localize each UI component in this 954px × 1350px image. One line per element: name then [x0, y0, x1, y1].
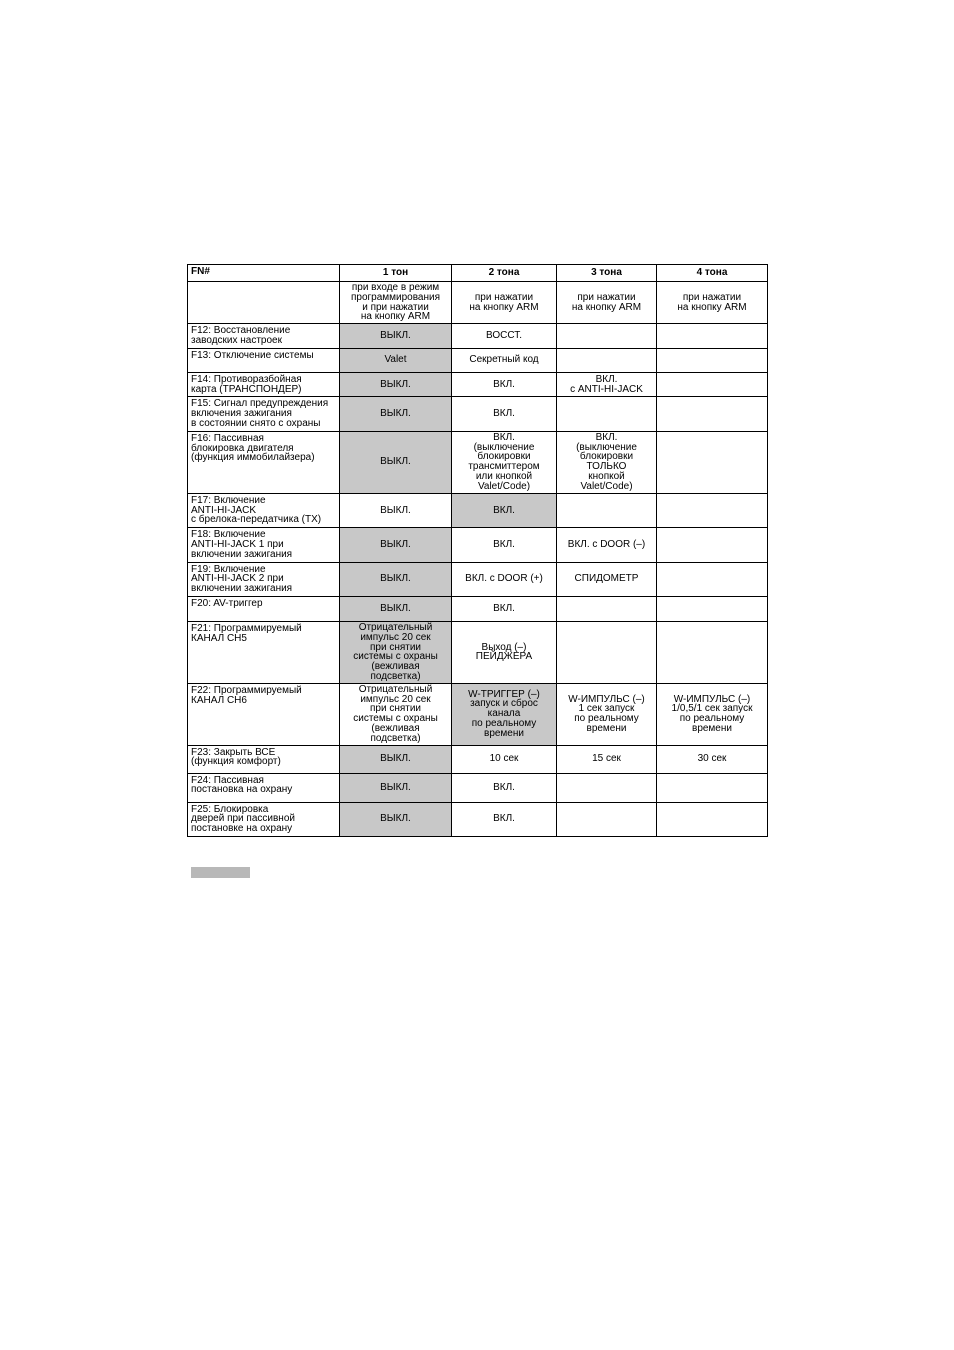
- tone-4-value: [657, 621, 768, 683]
- tone-1-value: [340, 493, 452, 527]
- cell-line: F15: Сигнал предупреждения: [191, 398, 329, 410]
- table-row: [188, 493, 768, 527]
- tone-2-value: [452, 683, 557, 745]
- cell-line: или кнопкой: [475, 471, 533, 483]
- function-name: [188, 596, 340, 621]
- tone-4-value: [657, 528, 768, 562]
- tone-2-value: [452, 324, 557, 349]
- header-tone-4: 4 тона: [657, 265, 768, 282]
- cell-line: 30 сек: [697, 753, 727, 765]
- cell-line: заводских настроек: [191, 334, 282, 346]
- tone-1-value: [340, 528, 452, 562]
- tone-4-value: [657, 802, 768, 836]
- cell-line: при входе в режим: [351, 282, 440, 293]
- cell-line: F19: Включение: [191, 563, 266, 575]
- cell-line: 1/0,5/1 сек запуск: [671, 703, 753, 715]
- cell-line: с ANTI-HI-JACK: [570, 383, 643, 395]
- cell-line: системы с охраны: [353, 651, 438, 663]
- function-name: [188, 802, 340, 836]
- tone-3-value: [557, 745, 657, 773]
- cell-line: ВКЛ.: [493, 603, 515, 615]
- cell-line: и при нажатии: [362, 301, 429, 313]
- cell-line: импульс 20 сек: [360, 631, 431, 643]
- cell-line: ANTI-HI-JACK 1 при: [191, 538, 284, 550]
- cell-line: ВЫКЛ.: [380, 781, 411, 793]
- tone-2-value: [452, 621, 557, 683]
- tone-3-value: [557, 397, 657, 431]
- tone-3-value: [557, 431, 657, 493]
- cell-line: постановке на охрану: [191, 823, 293, 835]
- tone-2-value: [452, 745, 557, 773]
- table-row: [188, 431, 768, 493]
- cell-line: ТОЛЬКО: [586, 461, 627, 473]
- cell-line: в состоянии снято с охраны: [191, 417, 321, 429]
- tone-1-value: [340, 397, 452, 431]
- cell-line: по реальному: [679, 713, 745, 725]
- function-name: [188, 431, 340, 493]
- cell-line: подсветка): [370, 670, 421, 682]
- cell-line: (вежливая: [371, 661, 420, 673]
- header-mode-1: [340, 282, 452, 324]
- cell-line: Отрицательный: [358, 621, 433, 633]
- table-row: [188, 397, 768, 431]
- table-row: [188, 372, 768, 397]
- table-row: [188, 528, 768, 562]
- cell-line: ВКЛ.: [493, 538, 515, 550]
- cell-line: ВЫКЛ.: [380, 538, 411, 550]
- tone-3-value: [557, 372, 657, 397]
- cell-line: дверей при пассивной: [191, 813, 295, 825]
- cell-line: включении зажигания: [191, 583, 293, 595]
- cell-line: на кнопку ARM: [360, 311, 431, 323]
- function-name: [188, 773, 340, 802]
- table-row: [188, 596, 768, 621]
- cell-line: F21: Программируемый: [191, 622, 302, 634]
- tone-2-value: [452, 348, 557, 372]
- cell-line: КАНАЛ CH5: [191, 632, 247, 644]
- cell-line: Valet/Code): [477, 480, 531, 492]
- header-tone-3: 3 тона: [557, 265, 657, 282]
- cell-line: ВЫКЛ.: [380, 603, 411, 615]
- cell-line: ВЫКЛ.: [380, 573, 411, 585]
- cell-line: времени: [692, 722, 732, 734]
- tone-3-value: [557, 773, 657, 802]
- table-row: [188, 348, 768, 372]
- cell-line: Отрицательный: [358, 683, 433, 695]
- tone-3-value: [557, 528, 657, 562]
- cell-line: канала: [487, 708, 521, 720]
- header-mode-4: [657, 282, 768, 324]
- cell-line: (функция иммобилайзера): [191, 452, 315, 464]
- cell-line: времени: [484, 727, 524, 739]
- cell-line: импульс 20 сек: [360, 693, 431, 705]
- cell-line: F23: Закрыть ВСЕ: [191, 746, 276, 758]
- tone-4-value: [657, 397, 768, 431]
- cell-line: по реальному: [574, 713, 639, 725]
- cell-line: Секретный код: [469, 354, 539, 366]
- cell-line: ВКЛ.: [493, 813, 515, 825]
- cell-line: F16: Пассивная: [191, 432, 264, 444]
- function-name: [188, 324, 340, 349]
- function-name: [188, 493, 340, 527]
- cell-line: F12: Восстановление: [191, 325, 291, 337]
- tone-3-value: [557, 596, 657, 621]
- tone-4-value: [657, 372, 768, 397]
- tone-4-value: [657, 745, 768, 773]
- cell-line: ВЫКЛ.: [380, 504, 411, 516]
- cell-line: F14: Противоразбойная: [191, 373, 302, 385]
- cell-line: ВКЛ. с DOOR (–): [567, 538, 646, 550]
- cell-line: F24: Пассивная: [191, 774, 264, 786]
- tone-3-value: [557, 621, 657, 683]
- tone-2-value: [452, 802, 557, 836]
- cell-line: при нажатии: [474, 291, 534, 303]
- cell-line: W-ТРИГГЕР (–): [468, 688, 540, 700]
- tone-1-value: [340, 562, 452, 596]
- cell-line: ВЫКЛ.: [380, 330, 411, 342]
- cell-line: включения зажигания: [191, 408, 292, 420]
- cell-line: блокировка двигателя: [191, 442, 294, 454]
- function-name: [188, 372, 340, 397]
- cell-line: при снятии: [369, 641, 422, 653]
- cell-line: запуск и сброс: [470, 698, 538, 710]
- tone-1-value: [340, 348, 452, 372]
- cell-line: подсветка): [370, 732, 421, 744]
- cell-line: с брелока-передатчика (TX): [191, 514, 322, 526]
- tone-1-value: [340, 431, 452, 493]
- cell-line: ВОССТ.: [485, 330, 522, 342]
- cell-line: ВЫКЛ.: [380, 378, 411, 390]
- cell-line: 15 сек: [592, 753, 621, 765]
- cell-line: при снятии: [369, 703, 422, 715]
- cell-line: ВЫКЛ.: [380, 753, 411, 765]
- tone-1-value: [340, 621, 452, 683]
- tone-3-value: [557, 802, 657, 836]
- tone-3-value: [557, 683, 657, 745]
- tone-4-value: [657, 683, 768, 745]
- tone-1-value: [340, 372, 452, 397]
- cell-line: ANTI-HI-JACK 2 при: [191, 573, 284, 585]
- function-table: [187, 264, 768, 837]
- cell-line: ВЫКЛ.: [380, 408, 411, 420]
- table-row: [188, 683, 768, 745]
- cell-line: программирования: [350, 291, 441, 303]
- tone-4-value: [657, 596, 768, 621]
- header-row-tones: [188, 265, 768, 282]
- header-tone-2: 2 тона: [452, 265, 557, 282]
- cell-line: ВКЛ.: [493, 378, 515, 390]
- cell-line: ВКЛ.: [595, 431, 618, 443]
- header-mode-3: [557, 282, 657, 324]
- cell-line: кнопкой: [588, 471, 625, 483]
- tone-1-value: [340, 802, 452, 836]
- tone-3-value: [557, 348, 657, 372]
- cell-line: (вежливая: [371, 722, 420, 734]
- cell-line: блокировки: [579, 451, 634, 463]
- function-name: [188, 397, 340, 431]
- function-name: [188, 745, 340, 773]
- cell-line: ПЕЙДЖЕРА: [475, 651, 533, 663]
- tone-2-value: [452, 372, 557, 397]
- cell-line: (функция комфорт): [191, 756, 281, 768]
- tone-3-value: [557, 562, 657, 596]
- cell-line: постановка на охрану: [191, 784, 293, 796]
- cell-line: ANTI-HI-JACK: [191, 504, 256, 516]
- cell-line: по реальному: [471, 718, 537, 729]
- tone-4-value: [657, 348, 768, 372]
- cell-line: (выключение: [576, 441, 637, 453]
- header-fn: FN#: [188, 265, 340, 282]
- cell-line: F22: Программируемый: [191, 684, 302, 696]
- cell-line: блокировки: [477, 451, 531, 463]
- table-row: [188, 621, 768, 683]
- tone-1-value: [340, 596, 452, 621]
- cell-line: F20: AV-триггер: [191, 597, 263, 609]
- cell-line: ВЫКЛ.: [380, 813, 411, 825]
- function-name: [188, 348, 340, 372]
- default-value-legend-swatch: [191, 867, 250, 878]
- cell-line: (выключение: [473, 441, 535, 453]
- cell-line: ВКЛ.: [493, 781, 515, 793]
- tone-4-value: [657, 493, 768, 527]
- tone-1-value: [340, 324, 452, 349]
- tone-2-value: [452, 397, 557, 431]
- cell-line: трансмиттером: [468, 461, 540, 473]
- tone-4-value: [657, 431, 768, 493]
- header-tone-1: 1 тон: [340, 265, 452, 282]
- function-name: [188, 683, 340, 745]
- cell-line: F18: Включение: [191, 529, 266, 541]
- cell-line: Valet: [384, 354, 407, 366]
- cell-line: на кнопку ARM: [571, 301, 642, 313]
- cell-line: Valet/Code): [580, 480, 633, 492]
- cell-line: СПИДОМЕТР: [574, 573, 639, 585]
- tone-2-value: [452, 773, 557, 802]
- table-row: [188, 562, 768, 596]
- cell-line: при нажатии: [577, 291, 636, 303]
- table-row: [188, 324, 768, 349]
- cell-line: ВЫКЛ.: [380, 456, 411, 468]
- cell-line: при нажатии: [682, 291, 742, 303]
- table-row: [188, 802, 768, 836]
- function-name: [188, 621, 340, 683]
- cell-line: на кнопку ARM: [469, 301, 539, 313]
- cell-line: F17: Включение: [191, 494, 266, 506]
- tone-1-value: [340, 773, 452, 802]
- function-name: [188, 562, 340, 596]
- cell-line: 10 сек: [489, 753, 519, 765]
- cell-line: времени: [586, 722, 627, 734]
- tone-2-value: [452, 562, 557, 596]
- tone-1-value: [340, 745, 452, 773]
- tone-3-value: [557, 324, 657, 349]
- table-row: [188, 773, 768, 802]
- tone-2-value: [452, 493, 557, 527]
- cell-line: W-ИМПУЛЬС (–): [673, 693, 751, 705]
- header-blank: [188, 282, 340, 324]
- tone-4-value: [657, 324, 768, 349]
- cell-line: 1 сек запуск: [578, 703, 635, 715]
- cell-line: ВКЛ.: [493, 408, 515, 420]
- table-row: [188, 745, 768, 773]
- tone-2-value: [452, 596, 557, 621]
- header-row-modes: [188, 282, 768, 324]
- cell-line: ВКЛ.: [493, 431, 515, 443]
- cell-line: включении зажигания: [191, 548, 293, 560]
- cell-line: Выход (–): [481, 641, 527, 653]
- cell-line: ВКЛ.: [493, 504, 515, 516]
- tone-2-value: [452, 431, 557, 493]
- header-mode-2: [452, 282, 557, 324]
- cell-line: W-ИМПУЛЬС (–): [568, 693, 645, 705]
- cell-line: на кнопку ARM: [677, 301, 747, 313]
- function-name: [188, 528, 340, 562]
- tone-3-value: [557, 493, 657, 527]
- tone-1-value: [340, 683, 452, 745]
- cell-line: F13: Отключение системы: [191, 349, 314, 361]
- cell-line: F25: Блокировка: [191, 803, 269, 815]
- cell-line: ВКЛ. с DOOR (+): [465, 573, 543, 585]
- tone-4-value: [657, 773, 768, 802]
- tone-4-value: [657, 562, 768, 596]
- tone-2-value: [452, 528, 557, 562]
- cell-line: КАНАЛ CH6: [191, 694, 247, 706]
- cell-line: карта (ТРАНСПОНДЕР): [191, 383, 302, 395]
- cell-line: ВКЛ.: [595, 373, 618, 385]
- cell-line: системы с охраны: [353, 713, 438, 725]
